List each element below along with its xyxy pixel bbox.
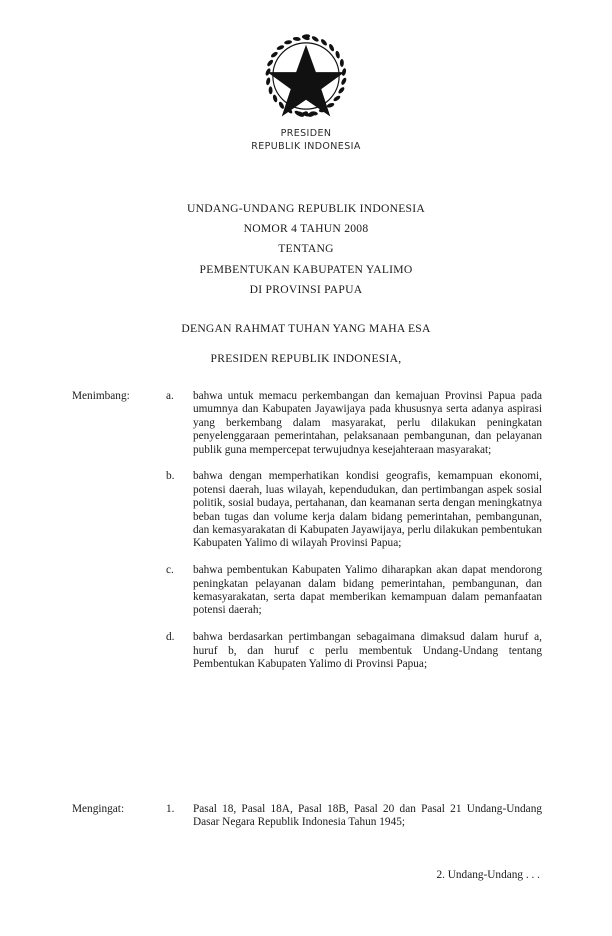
clause-row (72, 390, 542, 457)
clause-text: bahwa dengan memperhatikan kondisi geografis, kemampuan ekonomi, potensi daerah, luas wilayah, kependudukan, dan pertimbangan aspek sosial politik, sosial budaya, pertahanan, dan keamanan serta dengan meningkatnya beban tugas dan volume kerja dalam bidang pemerintahan, pembangunan, dan kemasyarakatan di Kabupaten Jayawijaya, perlu dilakukan pembentukan Kabupaten Yalimo di wilayah Provinsi Papua; (193, 470, 542, 550)
clause-marker: b. (166, 470, 175, 483)
clause-marker: d. (166, 631, 175, 644)
page-continuation-note: 2. Undang-Undang . . . (436, 869, 540, 881)
mengingat-section (72, 803, 542, 830)
title-line-province: DI PROVINSI PAPUA (249, 282, 363, 296)
mengingat-label: Mengingat: (72, 803, 125, 815)
clause-marker: a. (166, 390, 174, 402)
document-title (0, 199, 612, 300)
clause-text: Pasal 18, Pasal 18A, Pasal 18B, Pasal 20 dan Pasal 21 Undang-Undang Dasar Negara Republik Indonesia Tahun 1945; (193, 803, 542, 829)
clause-text: bahwa untuk memacu perkembangan dan kemajuan Provinsi Papua pada umumnya dan Kabupaten Jayawijaya pada khususnya serta adanya aspirasi yang berkembang dalam masyarakat, perlu dilakukan peningkatan penyelenggaraan pemerintahan, pelaksanaan pembangunan, dan pelayanan publik guna mempercepat terwujudnya kesejahteraan masyarakat; (193, 390, 542, 456)
letterhead-caption-line2: REPUBLIK INDONESIA (251, 140, 361, 152)
clause-marker: c. (166, 564, 174, 577)
clause-row (72, 470, 542, 550)
clause-row (72, 803, 542, 830)
invocation-line: DENGAN RAHMAT TUHAN YANG MAHA ESA (181, 322, 431, 335)
title-line-number: NOMOR 4 TAHUN 2008 (243, 222, 369, 236)
clause-row (72, 631, 542, 671)
menimbang-label: Menimbang: (72, 390, 130, 402)
letterhead-caption (0, 128, 612, 153)
menimbang-section (72, 390, 542, 671)
title-line-tentang: TENTANG (278, 242, 334, 256)
clause-marker: 1. (166, 803, 175, 815)
letterhead-caption-line1: PRESIDEN (280, 128, 332, 139)
title-line-subject: PEMBENTUKAN KABUPATEN YALIMO (199, 262, 413, 276)
clause-row (72, 564, 542, 618)
authority-line: PRESIDEN REPUBLIK INDONESIA, (210, 352, 402, 365)
garuda-star-wreath-emblem (260, 30, 352, 122)
clause-text: bahwa berdasarkan pertimbangan sebagaimana dimaksud dalam huruf a, huruf b, dan huruf c perlu membentuk Undang-Undang tentang Pembentukan Kabupaten Yalimo di Provinsi Papua; (193, 631, 542, 671)
letterhead (0, 30, 612, 153)
clause-text: bahwa pembentukan Kabupaten Yalimo diharapkan akan dapat mendorong peningkatan pelayanan dalam bidang pemerintahan, pembangunan, dan kemasyarakatan, serta dapat memberikan kemampuan dalam pemanfaatan potensi daerah; (193, 564, 542, 617)
title-line-law-type: UNDANG-UNDANG REPUBLIK INDONESIA (187, 202, 425, 215)
